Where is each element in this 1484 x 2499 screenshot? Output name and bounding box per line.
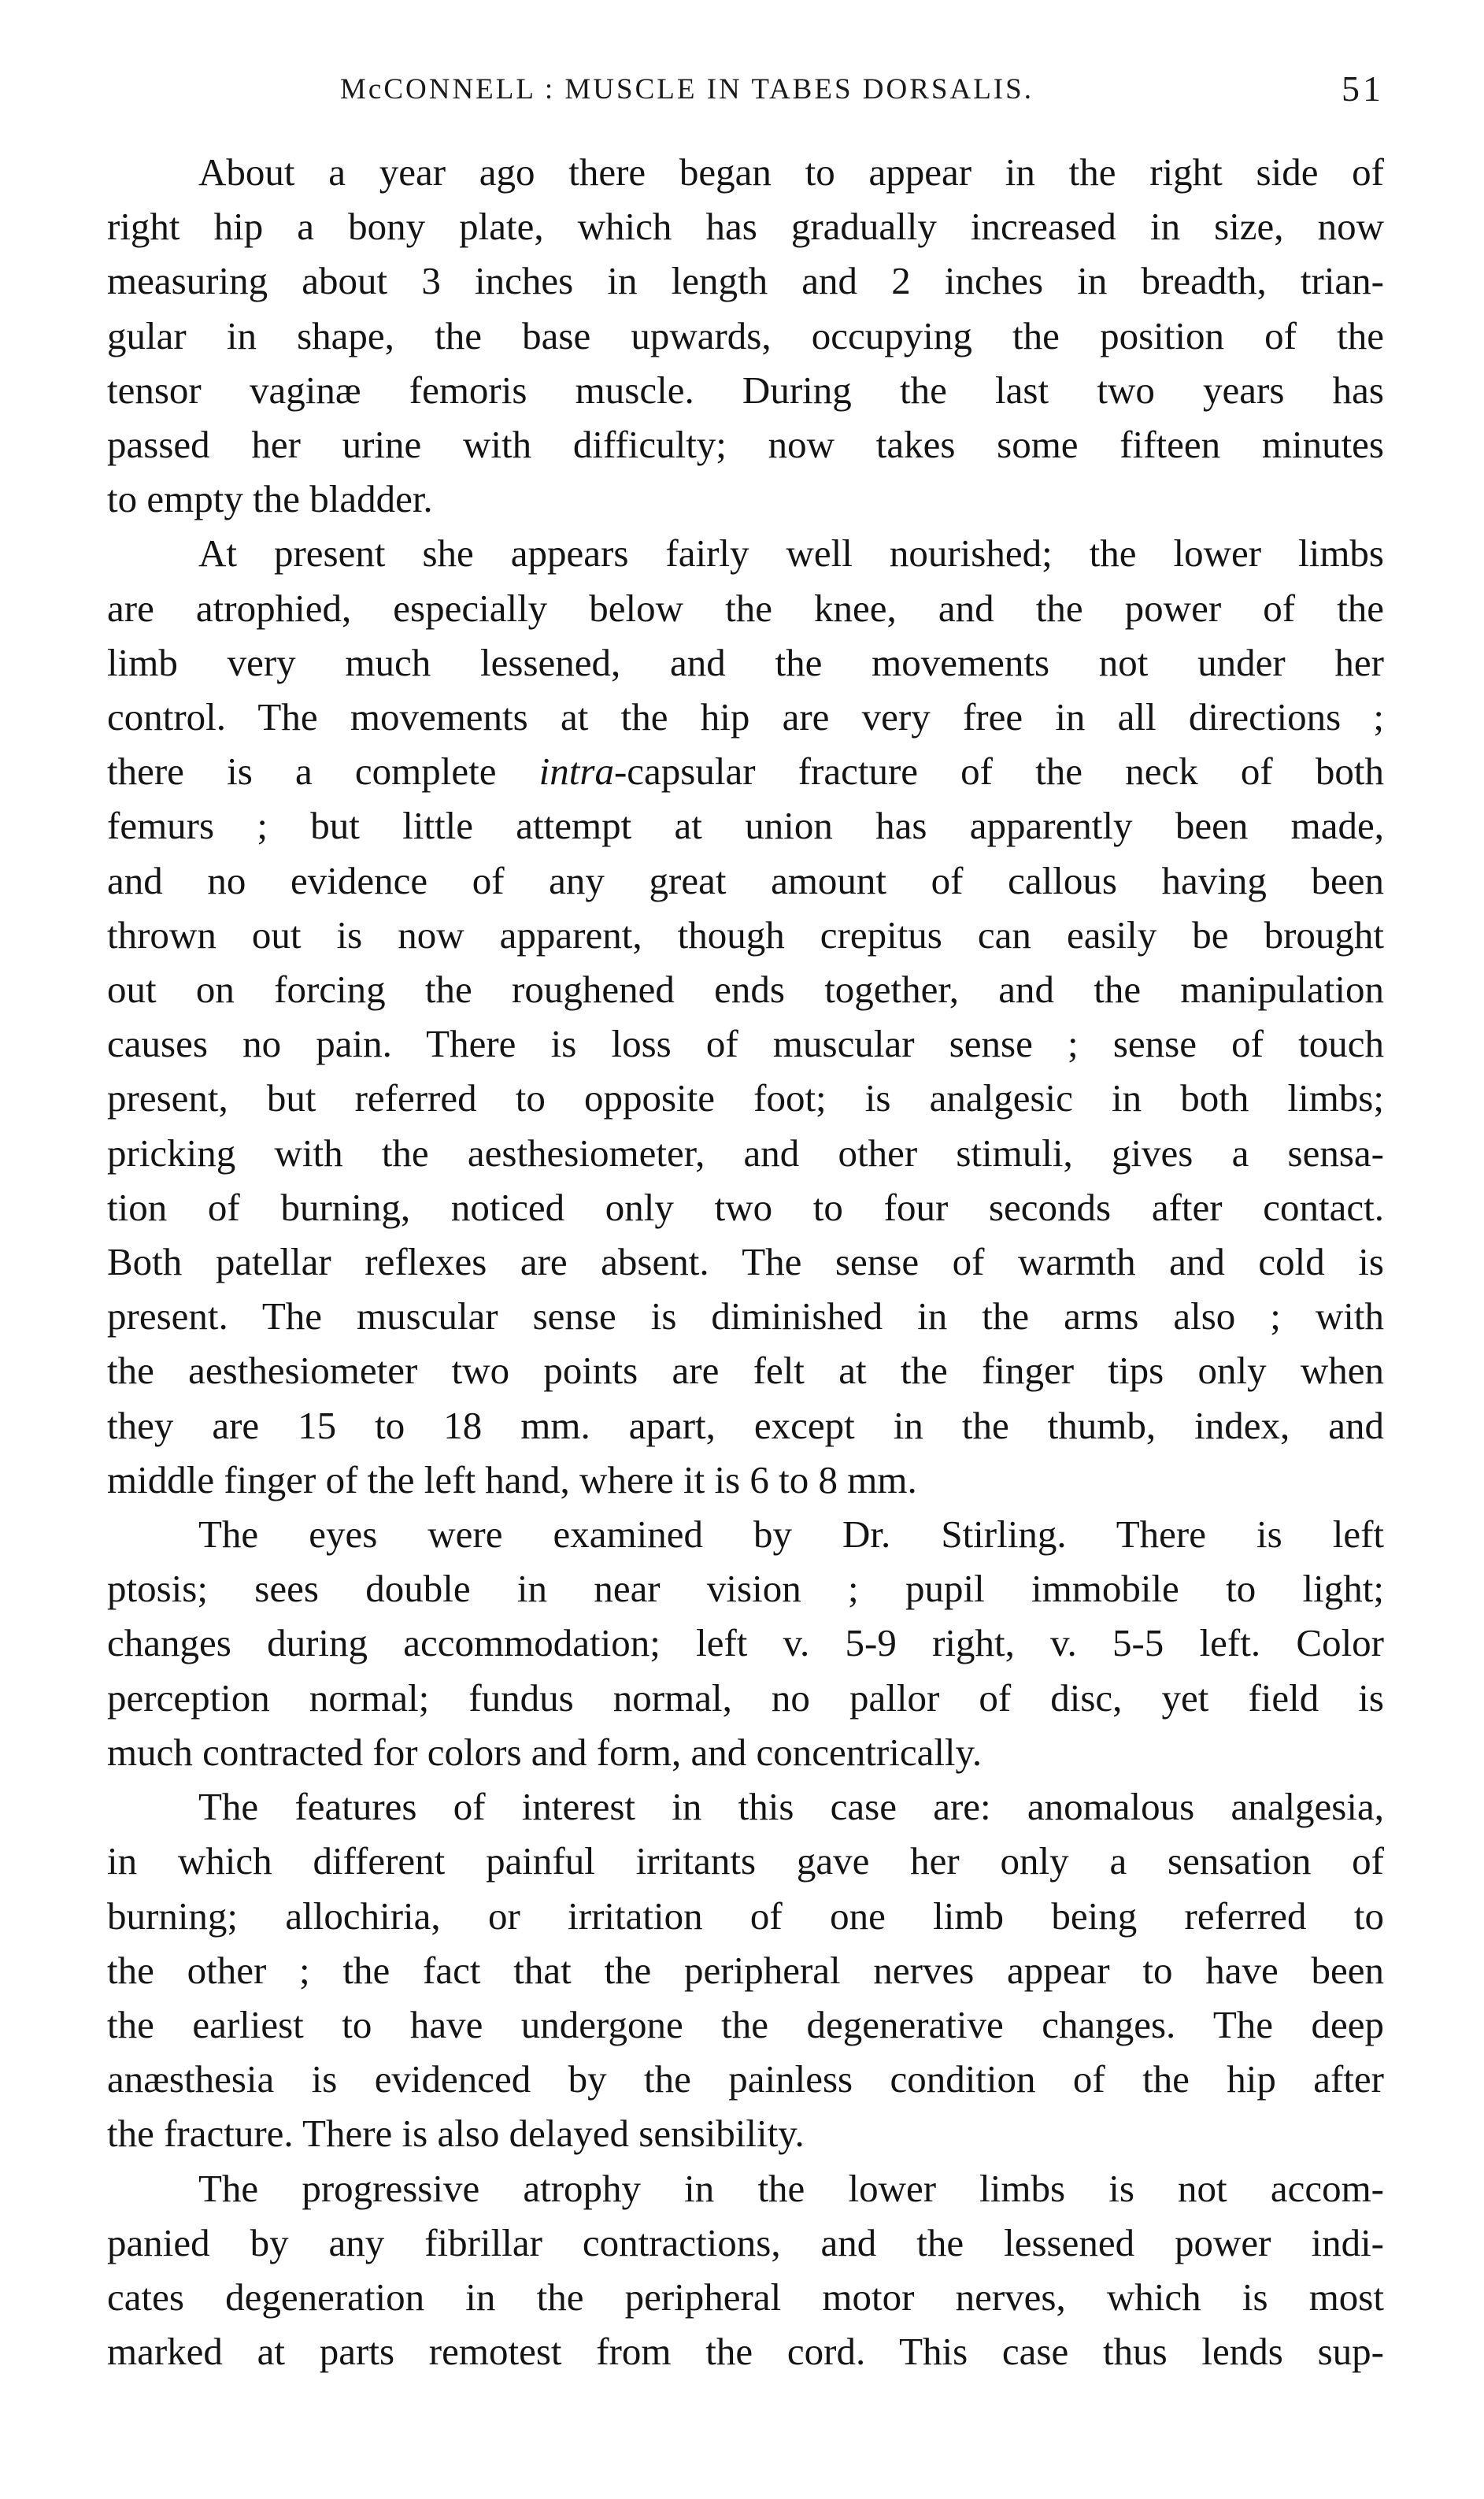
text-line: femurs ; but little attempt at union has apparently been made, bbox=[107, 804, 1384, 848]
paragraph-5 bbox=[107, 2161, 1384, 2379]
text-line: ptosis; sees double in near vision ; pupil immobile to light; bbox=[107, 1567, 1384, 1611]
page-header bbox=[107, 68, 1384, 120]
text-line: burning; allochiria, or irritation of one limb being referred to bbox=[107, 1894, 1384, 1938]
text-line: the fracture. There is also delayed sensibility. bbox=[107, 2112, 805, 2156]
text-line: marked at parts remotest from the cord. This case thus lends sup- bbox=[107, 2330, 1384, 2374]
text-line: to empty the bladder. bbox=[107, 477, 433, 521]
text-line: they are 15 to 18 mm. apart, except in the thumb, index, and bbox=[107, 1403, 1384, 1447]
paragraph-4 bbox=[107, 1779, 1384, 2160]
text-line: and no evidence of any great amount of callous having been bbox=[107, 858, 1384, 902]
text-line: Both patellar reflexes are absent. The sense of warmth and cold is bbox=[107, 1240, 1384, 1284]
text-line: the other ; the fact that the peripheral nerves appear to have been bbox=[107, 1948, 1384, 1992]
text-line: gular in shape, the base upwards, occupying the position of the bbox=[107, 313, 1384, 357]
text-line: The features of interest in this case are: anomalous analgesia, bbox=[198, 1785, 1384, 1829]
text-line: limb very much lessened, and the movements not under her bbox=[107, 640, 1384, 684]
paragraph-3 bbox=[107, 1507, 1384, 1779]
text-line: measuring about 3 inches in length and 2 inches in breadth, trian- bbox=[107, 259, 1384, 303]
text-line: perception normal; fundus normal, no pallor of disc, yet field is bbox=[107, 1675, 1384, 1720]
text-run: there is a complete bbox=[107, 750, 539, 794]
page-number: 51 bbox=[1342, 68, 1384, 109]
text-line: anæsthesia is evidenced by the painless condition of the hip after bbox=[107, 2057, 1384, 2101]
body-text bbox=[107, 145, 1384, 2379]
text-line: out on forcing the roughened ends together, and the manipulation bbox=[107, 968, 1384, 1012]
text-line: present. The muscular sense is diminished in the arms also ; with bbox=[107, 1294, 1384, 1338]
text-line: The progressive atrophy in the lower limbs is not accom- bbox=[198, 2166, 1384, 2210]
text-line: are atrophied, especially below the knee, and the power of the bbox=[107, 586, 1384, 630]
text-line: control. The movements at the hip are very free in all directions ; bbox=[107, 695, 1384, 739]
text-line: middle finger of the left hand, where it is 6 to 8 mm. bbox=[107, 1457, 917, 1501]
text-line: present, but referred to opposite foot; is analgesic in both limbs; bbox=[107, 1076, 1384, 1120]
text-line: the earliest to have undergone the degenerative changes. The deep bbox=[107, 2002, 1384, 2046]
text-line: the aesthesiometer two points are felt at the finger tips only when bbox=[107, 1349, 1384, 1393]
text-run: -capsular fracture of the neck of both bbox=[613, 750, 1384, 794]
text-line: cates degeneration in the peripheral motor nerves, which is most bbox=[107, 2275, 1384, 2319]
text-line-italic bbox=[107, 744, 1384, 798]
running-title: McCONNELL : MUSCLE IN TABES DORSALIS. bbox=[340, 73, 1034, 106]
text-line: At present she appears fairly well nourished; the lower limbs bbox=[198, 531, 1384, 576]
text-line: causes no pain. There is loss of muscular sense ; sense of touch bbox=[107, 1022, 1384, 1066]
text-line: much contracted for colors and form, and concentrically. bbox=[107, 1730, 983, 1774]
paragraph-1 bbox=[107, 145, 1384, 526]
text-line: About a year ago there began to appear in the right side of bbox=[198, 150, 1384, 194]
text-line: changes during accommodation; left v. 5-9 right, v. 5-5 left. Color bbox=[107, 1621, 1384, 1665]
text-line: thrown out is now apparent, though crepitus can easily be brought bbox=[107, 913, 1384, 957]
text-line: The eyes were examined by Dr. Stirling. There is left bbox=[198, 1512, 1384, 1557]
text-line: passed her urine with difficulty; now takes some fifteen minutes bbox=[107, 423, 1384, 467]
text-line: pricking with the aesthesiometer, and other stimuli, gives a sensa- bbox=[107, 1131, 1384, 1175]
text-line: tensor vaginæ femoris muscle. During the last two years has bbox=[107, 368, 1384, 412]
text-line: panied by any fibrillar contractions, and the lessened power indi- bbox=[107, 2220, 1384, 2264]
text-line: in which different painful irritants gave her only a sensation of bbox=[107, 1839, 1384, 1883]
text-line: right hip a bony plate, which has gradually increased in size, now bbox=[107, 205, 1384, 249]
italic-term: intra bbox=[538, 750, 614, 794]
paragraph-2 bbox=[107, 526, 1384, 1507]
text-line: tion of burning, noticed only two to four seconds after contact. bbox=[107, 1185, 1384, 1229]
